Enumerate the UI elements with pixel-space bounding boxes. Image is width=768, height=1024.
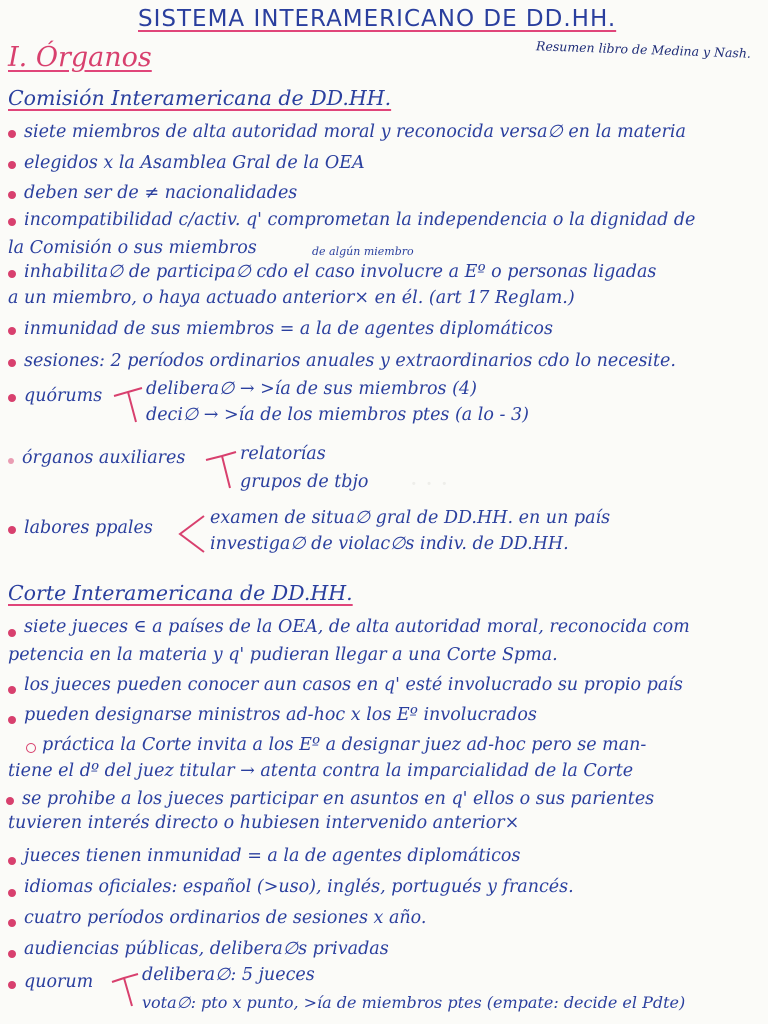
comision-line: delibera∅ → >ía de sus miembros (4) xyxy=(146,379,477,399)
corte-line: vota∅: pto x punto, >ía de miembros ptes (empate: decide el Pdte) xyxy=(142,993,686,1012)
comision-line: sesiones: 2 períodos ordinarios anuales y extraordinarios cdo lo necesite. xyxy=(24,351,676,371)
bullet-icon xyxy=(8,919,16,927)
bracket-icon xyxy=(112,382,144,426)
corte-line: delibera∅: 5 jueces xyxy=(142,965,315,985)
bullet-icon xyxy=(8,629,16,637)
corte-line: idiomas oficiales: español (>uso), inglés, portugués y francés. xyxy=(24,877,574,897)
bullet-icon xyxy=(8,130,16,138)
corte-line: práctica la Corte invita a los Eº a designar juez ad-hoc pero se man- xyxy=(42,735,647,755)
bracket-icon xyxy=(110,970,140,1010)
corte-line: petencia en la materia y q' pudieran llegar a una Corte Spma. xyxy=(8,645,558,665)
comision-line: la Comisión o sus miembros xyxy=(8,238,257,258)
bracket-icon xyxy=(176,512,206,556)
bullet-icon xyxy=(8,889,16,897)
corte-line: los jueces pueden conocer aun casos en q' esté involucrado su propio país xyxy=(24,675,683,695)
reference-note: Resumen libro de Medina y Nash. xyxy=(535,38,752,61)
comision-line: labores ppales xyxy=(24,518,153,538)
comision-line: examen de situa∅ gral de DD.HH. en un país xyxy=(210,508,611,528)
bullet-icon xyxy=(8,161,16,169)
corte-line: tuvieren interés directo o hubiesen intervenido anterior× xyxy=(8,813,520,833)
comision-heading: Comisión Interamericana de DD.HH. xyxy=(8,86,392,110)
page-title: SISTEMA INTERAMERICANO DE DD.HH. xyxy=(138,6,617,32)
comision-line: inhabilita∅ de participa∅ cdo el caso involucre a Eº o personas ligadas xyxy=(24,262,657,282)
bullet-icon xyxy=(8,218,16,226)
comision-line: relatorías xyxy=(240,444,326,464)
bullet-icon xyxy=(8,359,16,367)
corte-line: audiencias públicas, delibera∅s privadas xyxy=(24,939,389,959)
comision-line: elegidos x la Asamblea Gral de la OEA xyxy=(24,153,365,173)
comision-line: quórums xyxy=(24,386,103,406)
corte-heading: Corte Interamericana de DD.HH. xyxy=(8,581,353,605)
comision-line: siete miembros de alta autoridad moral y reconocida versa∅ en la materia xyxy=(24,122,686,142)
part-heading: I. Órganos xyxy=(8,42,152,73)
bullet-icon xyxy=(8,950,16,958)
bullet-icon xyxy=(8,686,16,694)
bullet-icon xyxy=(8,327,16,335)
corte-line: pueden designarse ministros ad-hoc x los Eº involucrados xyxy=(24,705,537,725)
corte-line: siete jueces ∈ a países de la OEA, de alta autoridad moral, reconocida com xyxy=(24,617,690,637)
comision-line: a un miembro, o haya actuado anterior× en él. (art 17 Reglam.) xyxy=(8,288,575,308)
bullet-icon xyxy=(6,797,14,805)
bullet-icon xyxy=(8,716,16,724)
corte-line: quorum xyxy=(24,972,94,992)
comision-line: incompatibilidad c/activ. q' comprometan la independencia o la dignidad de xyxy=(24,210,696,230)
comision-line: investiga∅ de violac∅s indiv. de DD.HH. xyxy=(210,534,569,554)
bullet-icon xyxy=(8,981,16,989)
comision-line: grupos de tbjo xyxy=(240,472,369,492)
comision-line: órganos auxiliares xyxy=(22,448,186,468)
corte-line: se prohibe a los jueces participar en asuntos en q' ellos o sus parientes xyxy=(22,789,655,809)
corte-line: tiene el dº del juez titular → atenta contra la imparcialidad de la Corte xyxy=(8,761,634,781)
bracket-icon xyxy=(204,446,238,492)
comision-line: inmunidad de sus miembros = a la de agentes diplomáticos xyxy=(24,319,553,339)
corte-line: cuatro períodos ordinarios de sesiones x año. xyxy=(24,908,427,928)
corte-line: jueces tienen inmunidad = a la de agentes diplomáticos xyxy=(24,846,521,866)
show-through-marks: · · · xyxy=(410,470,449,498)
comision-line: deci∅ → >ía de los miembros ptes (a lo - 3) xyxy=(146,405,529,425)
bullet-icon xyxy=(8,191,16,199)
bullet-icon xyxy=(8,526,16,534)
insertion-note: de algún miembro xyxy=(312,245,414,258)
bullet-icon xyxy=(8,458,14,464)
bullet-icon xyxy=(8,857,16,865)
comision-line: deben ser de ≠ nacionalidades xyxy=(24,183,298,203)
bullet-icon xyxy=(8,270,16,278)
bullet-icon xyxy=(8,394,16,402)
circle-bullet-icon xyxy=(26,743,36,753)
